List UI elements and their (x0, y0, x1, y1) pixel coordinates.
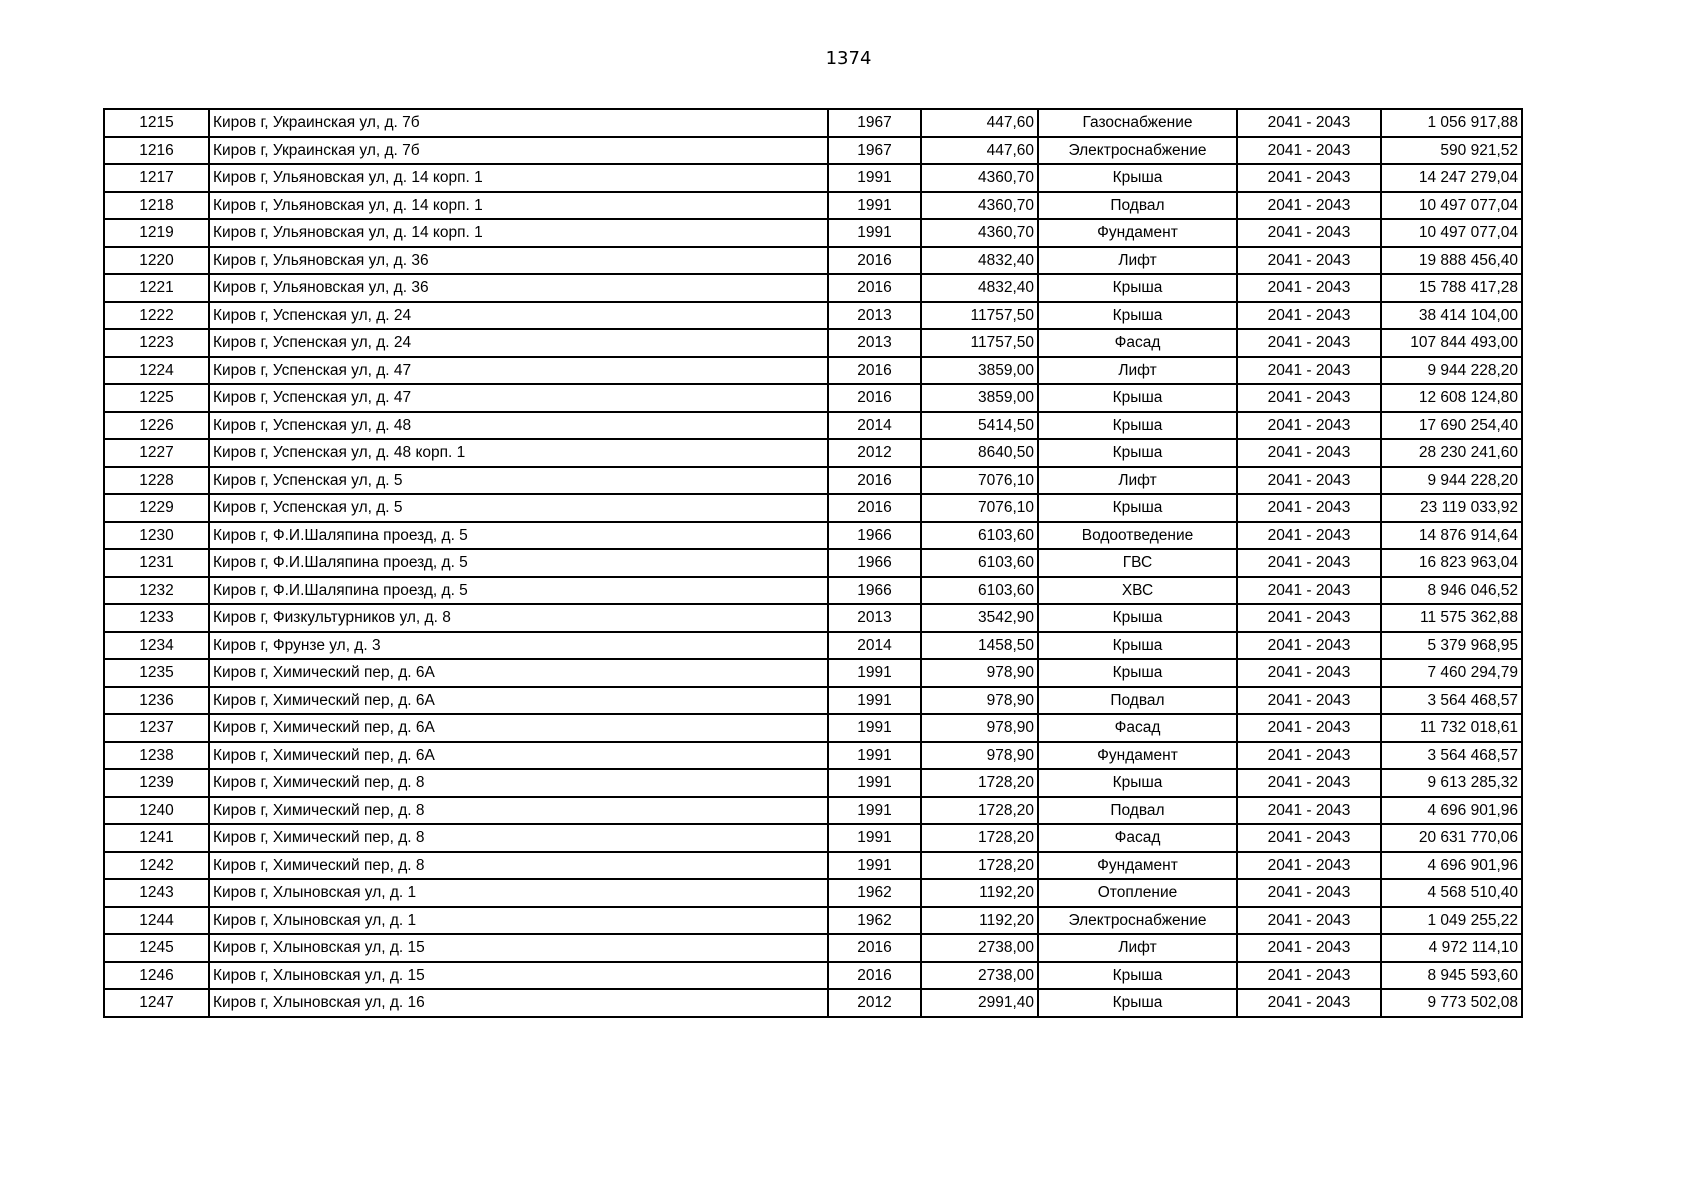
year-cell: 1991 (828, 687, 921, 715)
cost-cell: 9 613 285,32 (1381, 769, 1522, 797)
year-cell: 2012 (828, 439, 921, 467)
period-cell: 2041 - 2043 (1237, 797, 1381, 825)
cost-cell: 20 631 770,06 (1381, 824, 1522, 852)
table-row (104, 439, 1522, 467)
area-cell: 6103,60 (921, 549, 1038, 577)
year-cell: 1991 (828, 852, 921, 880)
table-row (104, 412, 1522, 440)
period-cell: 2041 - 2043 (1237, 384, 1381, 412)
table-row (104, 797, 1522, 825)
table-row (104, 879, 1522, 907)
period-cell: 2041 - 2043 (1237, 687, 1381, 715)
cost-cell: 23 119 033,92 (1381, 494, 1522, 522)
row-number-cell: 1236 (104, 687, 209, 715)
address-cell: Киров г, Ульяновская ул, д. 14 корп. 1 (209, 219, 828, 247)
row-number-cell: 1233 (104, 604, 209, 632)
work-type-cell: Крыша (1038, 632, 1237, 660)
work-type-cell: Лифт (1038, 467, 1237, 495)
period-cell: 2041 - 2043 (1237, 247, 1381, 275)
cost-cell: 28 230 241,60 (1381, 439, 1522, 467)
repair-schedule-table (103, 108, 1523, 1018)
area-cell: 1458,50 (921, 632, 1038, 660)
address-cell: Киров г, Хлыновская ул, д. 1 (209, 907, 828, 935)
cost-cell: 590 921,52 (1381, 137, 1522, 165)
address-cell: Киров г, Успенская ул, д. 47 (209, 357, 828, 385)
work-type-cell: Крыша (1038, 274, 1237, 302)
period-cell: 2041 - 2043 (1237, 577, 1381, 605)
table-row (104, 164, 1522, 192)
work-type-cell: ХВС (1038, 577, 1237, 605)
year-cell: 1962 (828, 907, 921, 935)
row-number-cell: 1228 (104, 467, 209, 495)
area-cell: 1192,20 (921, 879, 1038, 907)
work-type-cell: Подвал (1038, 687, 1237, 715)
period-cell: 2041 - 2043 (1237, 549, 1381, 577)
row-number-cell: 1237 (104, 714, 209, 742)
year-cell: 2016 (828, 247, 921, 275)
address-cell: Киров г, Хлыновская ул, д. 16 (209, 989, 828, 1017)
address-cell: Киров г, Химический пер, д. 8 (209, 824, 828, 852)
cost-cell: 10 497 077,04 (1381, 192, 1522, 220)
year-cell: 2013 (828, 604, 921, 632)
cost-cell: 4 568 510,40 (1381, 879, 1522, 907)
period-cell: 2041 - 2043 (1237, 494, 1381, 522)
period-cell: 2041 - 2043 (1237, 907, 1381, 935)
work-type-cell: Подвал (1038, 797, 1237, 825)
area-cell: 4360,70 (921, 219, 1038, 247)
row-number-cell: 1232 (104, 577, 209, 605)
cost-cell: 9 944 228,20 (1381, 357, 1522, 385)
work-type-cell: Крыша (1038, 989, 1237, 1017)
area-cell: 1728,20 (921, 797, 1038, 825)
work-type-cell: Крыша (1038, 302, 1237, 330)
table-row (104, 192, 1522, 220)
area-cell: 1728,20 (921, 769, 1038, 797)
work-type-cell: Водоотведение (1038, 522, 1237, 550)
area-cell: 7076,10 (921, 494, 1038, 522)
work-type-cell: Крыша (1038, 604, 1237, 632)
table-row (104, 714, 1522, 742)
year-cell: 1991 (828, 824, 921, 852)
table-row (104, 219, 1522, 247)
period-cell: 2041 - 2043 (1237, 329, 1381, 357)
address-cell: Киров г, Успенская ул, д. 5 (209, 494, 828, 522)
year-cell: 2016 (828, 467, 921, 495)
address-cell: Киров г, Ульяновская ул, д. 14 корп. 1 (209, 192, 828, 220)
period-cell: 2041 - 2043 (1237, 137, 1381, 165)
work-type-cell: Фундамент (1038, 852, 1237, 880)
row-number-cell: 1243 (104, 879, 209, 907)
work-type-cell: Отопление (1038, 879, 1237, 907)
work-type-cell: Крыша (1038, 164, 1237, 192)
area-cell: 4832,40 (921, 247, 1038, 275)
period-cell: 2041 - 2043 (1237, 769, 1381, 797)
year-cell: 1991 (828, 219, 921, 247)
row-number-cell: 1244 (104, 907, 209, 935)
period-cell: 2041 - 2043 (1237, 604, 1381, 632)
year-cell: 1991 (828, 769, 921, 797)
area-cell: 4360,70 (921, 164, 1038, 192)
row-number-cell: 1240 (104, 797, 209, 825)
work-type-cell: Крыша (1038, 384, 1237, 412)
year-cell: 2016 (828, 494, 921, 522)
area-cell: 978,90 (921, 714, 1038, 742)
table-row (104, 329, 1522, 357)
table-row (104, 357, 1522, 385)
row-number-cell: 1222 (104, 302, 209, 330)
table-row (104, 494, 1522, 522)
area-cell: 2738,00 (921, 962, 1038, 990)
area-cell: 447,60 (921, 137, 1038, 165)
period-cell: 2041 - 2043 (1237, 659, 1381, 687)
work-type-cell: Лифт (1038, 934, 1237, 962)
address-cell: Киров г, Хлыновская ул, д. 15 (209, 962, 828, 990)
table-row (104, 824, 1522, 852)
year-cell: 2012 (828, 989, 921, 1017)
address-cell: Киров г, Физкультурников ул, д. 8 (209, 604, 828, 632)
address-cell: Киров г, Хлыновская ул, д. 15 (209, 934, 828, 962)
row-number-cell: 1223 (104, 329, 209, 357)
area-cell: 6103,60 (921, 577, 1038, 605)
year-cell: 1966 (828, 522, 921, 550)
table-body (104, 109, 1522, 1017)
year-cell: 1991 (828, 714, 921, 742)
work-type-cell: Крыша (1038, 494, 1237, 522)
cost-cell: 1 056 917,88 (1381, 109, 1522, 137)
work-type-cell: Лифт (1038, 247, 1237, 275)
row-number-cell: 1226 (104, 412, 209, 440)
row-number-cell: 1239 (104, 769, 209, 797)
row-number-cell: 1241 (104, 824, 209, 852)
cost-cell: 10 497 077,04 (1381, 219, 1522, 247)
row-number-cell: 1229 (104, 494, 209, 522)
address-cell: Киров г, Ульяновская ул, д. 14 корп. 1 (209, 164, 828, 192)
table-row (104, 522, 1522, 550)
row-number-cell: 1215 (104, 109, 209, 137)
period-cell: 2041 - 2043 (1237, 934, 1381, 962)
table-row (104, 659, 1522, 687)
cost-cell: 12 608 124,80 (1381, 384, 1522, 412)
table-row (104, 604, 1522, 632)
address-cell: Киров г, Ульяновская ул, д. 36 (209, 274, 828, 302)
address-cell: Киров г, Ф.И.Шаляпина проезд, д. 5 (209, 522, 828, 550)
period-cell: 2041 - 2043 (1237, 714, 1381, 742)
cost-cell: 3 564 468,57 (1381, 687, 1522, 715)
period-cell: 2041 - 2043 (1237, 357, 1381, 385)
period-cell: 2041 - 2043 (1237, 962, 1381, 990)
cost-cell: 14 247 279,04 (1381, 164, 1522, 192)
row-number-cell: 1216 (104, 137, 209, 165)
row-number-cell: 1219 (104, 219, 209, 247)
table-row (104, 274, 1522, 302)
year-cell: 1967 (828, 109, 921, 137)
year-cell: 1966 (828, 577, 921, 605)
work-type-cell: Фундамент (1038, 742, 1237, 770)
area-cell: 7076,10 (921, 467, 1038, 495)
row-number-cell: 1231 (104, 549, 209, 577)
year-cell: 2014 (828, 632, 921, 660)
table-row (104, 137, 1522, 165)
cost-cell: 4 696 901,96 (1381, 797, 1522, 825)
period-cell: 2041 - 2043 (1237, 412, 1381, 440)
area-cell: 2991,40 (921, 989, 1038, 1017)
cost-cell: 19 888 456,40 (1381, 247, 1522, 275)
period-cell: 2041 - 2043 (1237, 302, 1381, 330)
work-type-cell: Подвал (1038, 192, 1237, 220)
row-number-cell: 1217 (104, 164, 209, 192)
cost-cell: 3 564 468,57 (1381, 742, 1522, 770)
row-number-cell: 1235 (104, 659, 209, 687)
year-cell: 1962 (828, 879, 921, 907)
address-cell: Киров г, Химический пер, д. 6А (209, 687, 828, 715)
row-number-cell: 1230 (104, 522, 209, 550)
period-cell: 2041 - 2043 (1237, 274, 1381, 302)
year-cell: 1991 (828, 164, 921, 192)
year-cell: 2016 (828, 962, 921, 990)
row-number-cell: 1234 (104, 632, 209, 660)
area-cell: 978,90 (921, 659, 1038, 687)
row-number-cell: 1220 (104, 247, 209, 275)
cost-cell: 11 575 362,88 (1381, 604, 1522, 632)
year-cell: 1991 (828, 742, 921, 770)
period-cell: 2041 - 2043 (1237, 192, 1381, 220)
area-cell: 6103,60 (921, 522, 1038, 550)
year-cell: 2014 (828, 412, 921, 440)
table-row (104, 934, 1522, 962)
period-cell: 2041 - 2043 (1237, 164, 1381, 192)
address-cell: Киров г, Ф.И.Шаляпина проезд, д. 5 (209, 549, 828, 577)
table-row (104, 577, 1522, 605)
row-number-cell: 1225 (104, 384, 209, 412)
address-cell: Киров г, Химический пер, д. 8 (209, 852, 828, 880)
cost-cell: 38 414 104,00 (1381, 302, 1522, 330)
year-cell: 2016 (828, 357, 921, 385)
area-cell: 978,90 (921, 687, 1038, 715)
year-cell: 1991 (828, 797, 921, 825)
work-type-cell: Фасад (1038, 824, 1237, 852)
address-cell: Киров г, Фрунзе ул, д. 3 (209, 632, 828, 660)
year-cell: 1966 (828, 549, 921, 577)
year-cell: 2016 (828, 384, 921, 412)
work-type-cell: Электроснабжение (1038, 907, 1237, 935)
table-row (104, 962, 1522, 990)
address-cell: Киров г, Успенская ул, д. 48 корп. 1 (209, 439, 828, 467)
table-row (104, 989, 1522, 1017)
table-row (104, 109, 1522, 137)
row-number-cell: 1246 (104, 962, 209, 990)
work-type-cell: Крыша (1038, 659, 1237, 687)
cost-cell: 17 690 254,40 (1381, 412, 1522, 440)
year-cell: 1991 (828, 659, 921, 687)
row-number-cell: 1218 (104, 192, 209, 220)
year-cell: 1991 (828, 192, 921, 220)
period-cell: 2041 - 2043 (1237, 467, 1381, 495)
work-type-cell: Крыша (1038, 412, 1237, 440)
cost-cell: 4 972 114,10 (1381, 934, 1522, 962)
table-row (104, 687, 1522, 715)
period-cell: 2041 - 2043 (1237, 522, 1381, 550)
year-cell: 2013 (828, 329, 921, 357)
period-cell: 2041 - 2043 (1237, 879, 1381, 907)
address-cell: Киров г, Украинская ул, д. 7б (209, 137, 828, 165)
year-cell: 2016 (828, 274, 921, 302)
area-cell: 4360,70 (921, 192, 1038, 220)
work-type-cell: Крыша (1038, 439, 1237, 467)
cost-cell: 107 844 493,00 (1381, 329, 1522, 357)
address-cell: Киров г, Ф.И.Шаляпина проезд, д. 5 (209, 577, 828, 605)
cost-cell: 9 944 228,20 (1381, 467, 1522, 495)
work-type-cell: ГВС (1038, 549, 1237, 577)
cost-cell: 14 876 914,64 (1381, 522, 1522, 550)
cost-cell: 9 773 502,08 (1381, 989, 1522, 1017)
area-cell: 1728,20 (921, 852, 1038, 880)
period-cell: 2041 - 2043 (1237, 742, 1381, 770)
row-number-cell: 1227 (104, 439, 209, 467)
area-cell: 4832,40 (921, 274, 1038, 302)
address-cell: Киров г, Химический пер, д. 8 (209, 769, 828, 797)
area-cell: 3859,00 (921, 357, 1038, 385)
work-type-cell: Крыша (1038, 769, 1237, 797)
row-number-cell: 1247 (104, 989, 209, 1017)
area-cell: 11757,50 (921, 302, 1038, 330)
work-type-cell: Газоснабжение (1038, 109, 1237, 137)
table-row (104, 632, 1522, 660)
area-cell: 8640,50 (921, 439, 1038, 467)
address-cell: Киров г, Успенская ул, д. 47 (209, 384, 828, 412)
address-cell: Киров г, Ульяновская ул, д. 36 (209, 247, 828, 275)
cost-cell: 1 049 255,22 (1381, 907, 1522, 935)
area-cell: 1192,20 (921, 907, 1038, 935)
table-row (104, 467, 1522, 495)
work-type-cell: Фундамент (1038, 219, 1237, 247)
table-row (104, 247, 1522, 275)
table-row (104, 549, 1522, 577)
period-cell: 2041 - 2043 (1237, 824, 1381, 852)
address-cell: Киров г, Успенская ул, д. 48 (209, 412, 828, 440)
period-cell: 2041 - 2043 (1237, 852, 1381, 880)
cost-cell: 8 946 046,52 (1381, 577, 1522, 605)
area-cell: 2738,00 (921, 934, 1038, 962)
work-type-cell: Фасад (1038, 329, 1237, 357)
area-cell: 1728,20 (921, 824, 1038, 852)
work-type-cell: Лифт (1038, 357, 1237, 385)
row-number-cell: 1224 (104, 357, 209, 385)
area-cell: 11757,50 (921, 329, 1038, 357)
period-cell: 2041 - 2043 (1237, 989, 1381, 1017)
period-cell: 2041 - 2043 (1237, 439, 1381, 467)
address-cell: Киров г, Хлыновская ул, д. 1 (209, 879, 828, 907)
year-cell: 2016 (828, 934, 921, 962)
cost-cell: 11 732 018,61 (1381, 714, 1522, 742)
area-cell: 3859,00 (921, 384, 1038, 412)
cost-cell: 15 788 417,28 (1381, 274, 1522, 302)
cost-cell: 16 823 963,04 (1381, 549, 1522, 577)
cost-cell: 7 460 294,79 (1381, 659, 1522, 687)
row-number-cell: 1242 (104, 852, 209, 880)
table-row (104, 852, 1522, 880)
period-cell: 2041 - 2043 (1237, 219, 1381, 247)
address-cell: Киров г, Химический пер, д. 8 (209, 797, 828, 825)
address-cell: Киров г, Украинская ул, д. 7б (209, 109, 828, 137)
table-row (104, 384, 1522, 412)
work-type-cell: Крыша (1038, 962, 1237, 990)
work-type-cell: Фасад (1038, 714, 1237, 742)
row-number-cell: 1245 (104, 934, 209, 962)
area-cell: 3542,90 (921, 604, 1038, 632)
address-cell: Киров г, Успенская ул, д. 24 (209, 302, 828, 330)
area-cell: 447,60 (921, 109, 1038, 137)
address-cell: Киров г, Успенская ул, д. 24 (209, 329, 828, 357)
address-cell: Киров г, Успенская ул, д. 5 (209, 467, 828, 495)
work-type-cell: Электроснабжение (1038, 137, 1237, 165)
page-number: 1374 (825, 48, 872, 69)
cost-cell: 4 696 901,96 (1381, 852, 1522, 880)
area-cell: 5414,50 (921, 412, 1038, 440)
period-cell: 2041 - 2043 (1237, 632, 1381, 660)
address-cell: Киров г, Химический пер, д. 6А (209, 714, 828, 742)
year-cell: 1967 (828, 137, 921, 165)
cost-cell: 8 945 593,60 (1381, 962, 1522, 990)
table-row (104, 742, 1522, 770)
area-cell: 978,90 (921, 742, 1038, 770)
period-cell: 2041 - 2043 (1237, 109, 1381, 137)
table-row (104, 302, 1522, 330)
table-row (104, 769, 1522, 797)
address-cell: Киров г, Химический пер, д. 6А (209, 742, 828, 770)
cost-cell: 5 379 968,95 (1381, 632, 1522, 660)
year-cell: 2013 (828, 302, 921, 330)
address-cell: Киров г, Химический пер, д. 6А (209, 659, 828, 687)
table-row (104, 907, 1522, 935)
row-number-cell: 1238 (104, 742, 209, 770)
row-number-cell: 1221 (104, 274, 209, 302)
